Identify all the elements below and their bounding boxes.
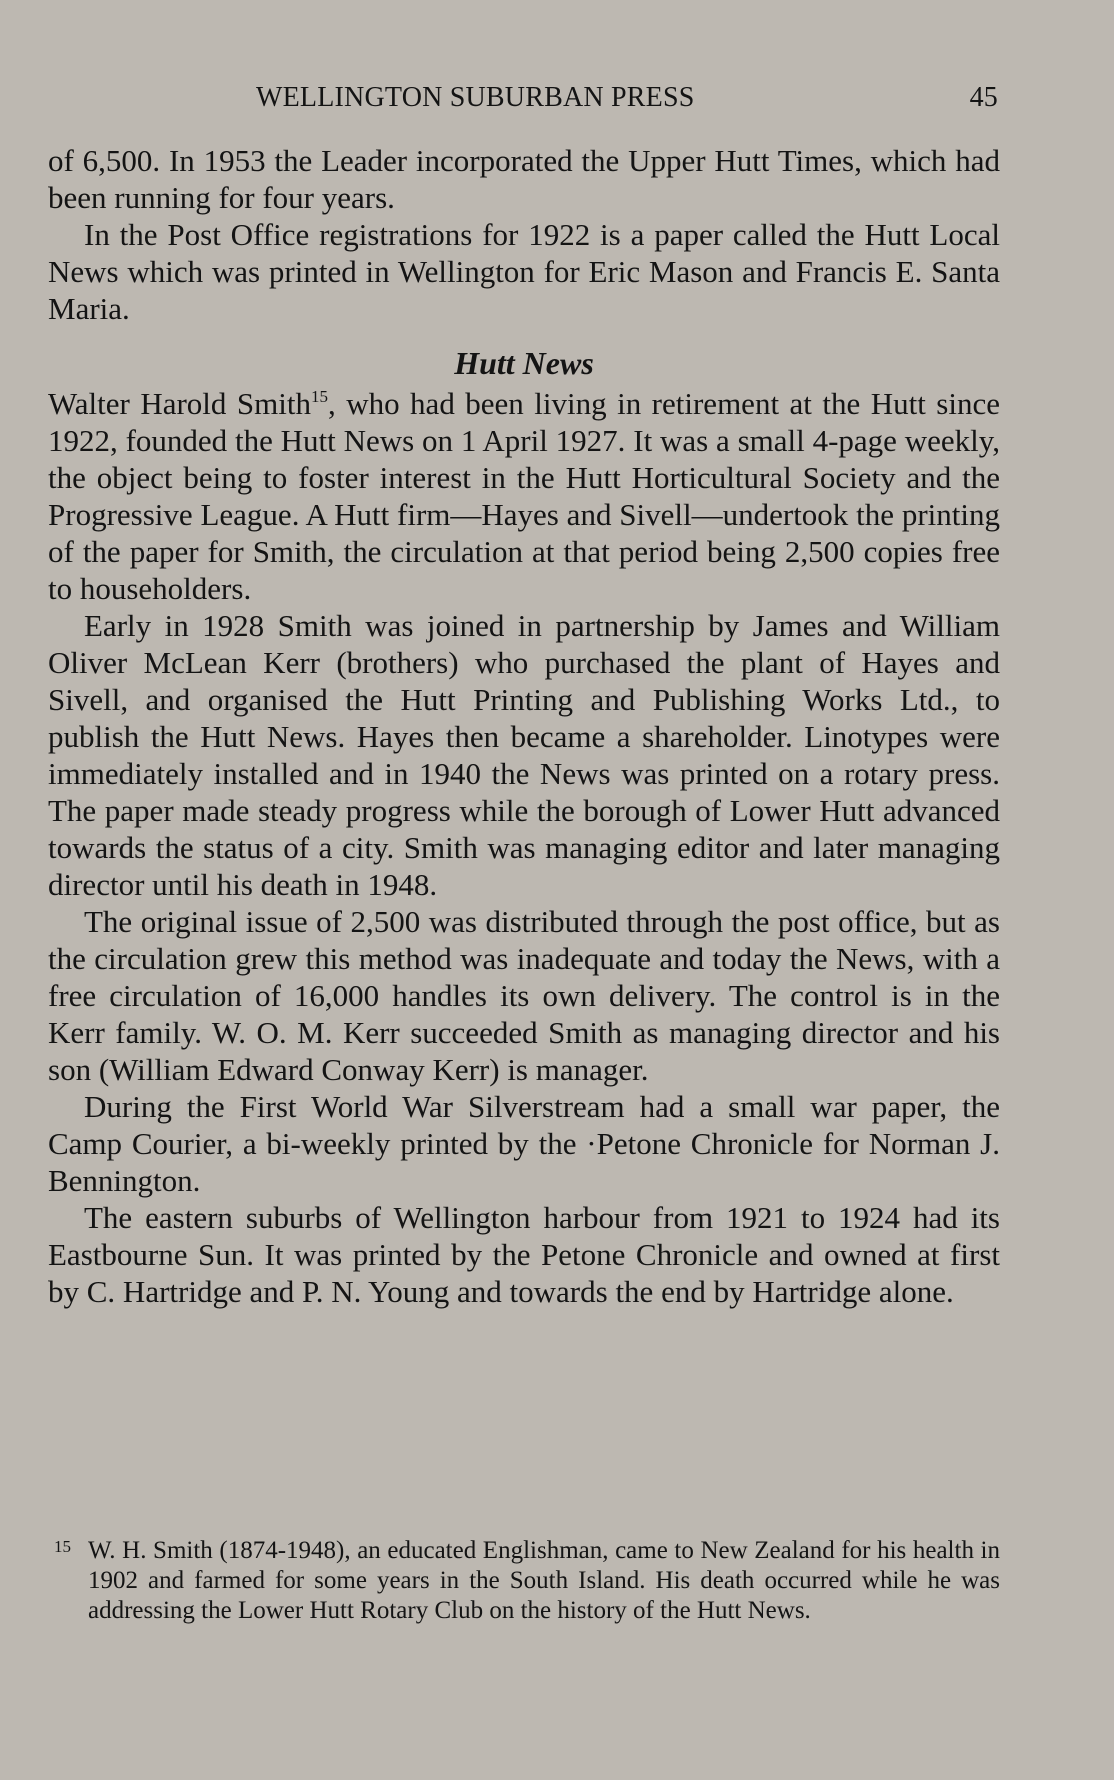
footnote-reference: 15 [310,387,328,406]
page-number: 45 [969,82,998,113]
footnote [54,1536,1000,1626]
footnote-text: W. H. Smith (1874-1948), an educated Englishman, came to New Zealand for his health in 1902 and farmed for some years in the South Island. His death occurred while he was addressing the Lower Hutt Rotary Club on the history of the Hutt News. [88,1537,1000,1624]
section-heading: Hutt News [454,345,594,381]
paragraph-circulation: The original issue of 2,500 was distributed through the post office, but as the circulation grew this method was inadequate and today the News, with a free circulation of 16,000 handles its own delivery. The control is in the Kerr family. W. O. M. Kerr succeeded Smith as managing director and his son (William Edward Conway Kerr) is manager. [48,904,1000,1087]
footnote-mark: 15 [54,1537,71,1556]
paragraph-camp-courier: During the First World War Silverstream had a small war paper, the Camp Courier, a bi-weekly printed by the ·Petone Chronicle for Norman J. Bennington. [48,1089,1000,1198]
running-title: WELLINGTON SUBURBAN PRESS [256,82,695,113]
paragraph-hutt-local-news: In the Post Office registrations for 1922 is a paper called the Hutt Local News which was printed in Wellington for Eric Mason and Francis E. Santa Maria. [48,217,1000,326]
body-text [48,142,1000,1310]
paragraph-hutt-news-founding [48,385,1000,607]
paragraph-text: , who had been living in retirement at the Hutt since 1922, founded the Hutt News on 1 April 1927. It was a small 4-page weekly, the object being to foster interest in the Hutt Horticultural Society and the Progressive League. A Hutt firm—Hayes and Sivell—undertook the printing of the paper for Smith, the circulation at that period being 2,500 copies free to householders. [48,386,1001,606]
footnotes [54,1536,1000,1626]
paragraph-continuation: of 6,500. In 1953 the Leader incorporated the Upper Hutt Times, which had been running for four years. [48,143,1000,215]
paragraph-text: Walter Harold Smith [48,386,311,421]
paragraph-partnership: Early in 1928 Smith was joined in partnership by James and William Oliver McLean Kerr (brothers) who purchased the plant of Hayes and Sivell, and organised the Hutt Printing and Publishing Works Ltd., to publish the Hutt News. Hayes then became a shareholder. Linotypes were immediately installed and in 1940 the News was printed on a rotary press. The paper made steady progress while the borough of Lower Hutt advanced towards the status of a city. Smith was managing editor and later managing director until his death in 1948. [48,608,1000,902]
running-header [48,82,1000,118]
paragraph-eastbourne-sun: The eastern suburbs of Wellington harbour from 1921 to 1924 had its Eastbourne Sun. It was printed by the Petone Chronicle and owned at first by C. Hartridge and P. N. Young and towards the end by Hartridge alone. [48,1200,1000,1309]
